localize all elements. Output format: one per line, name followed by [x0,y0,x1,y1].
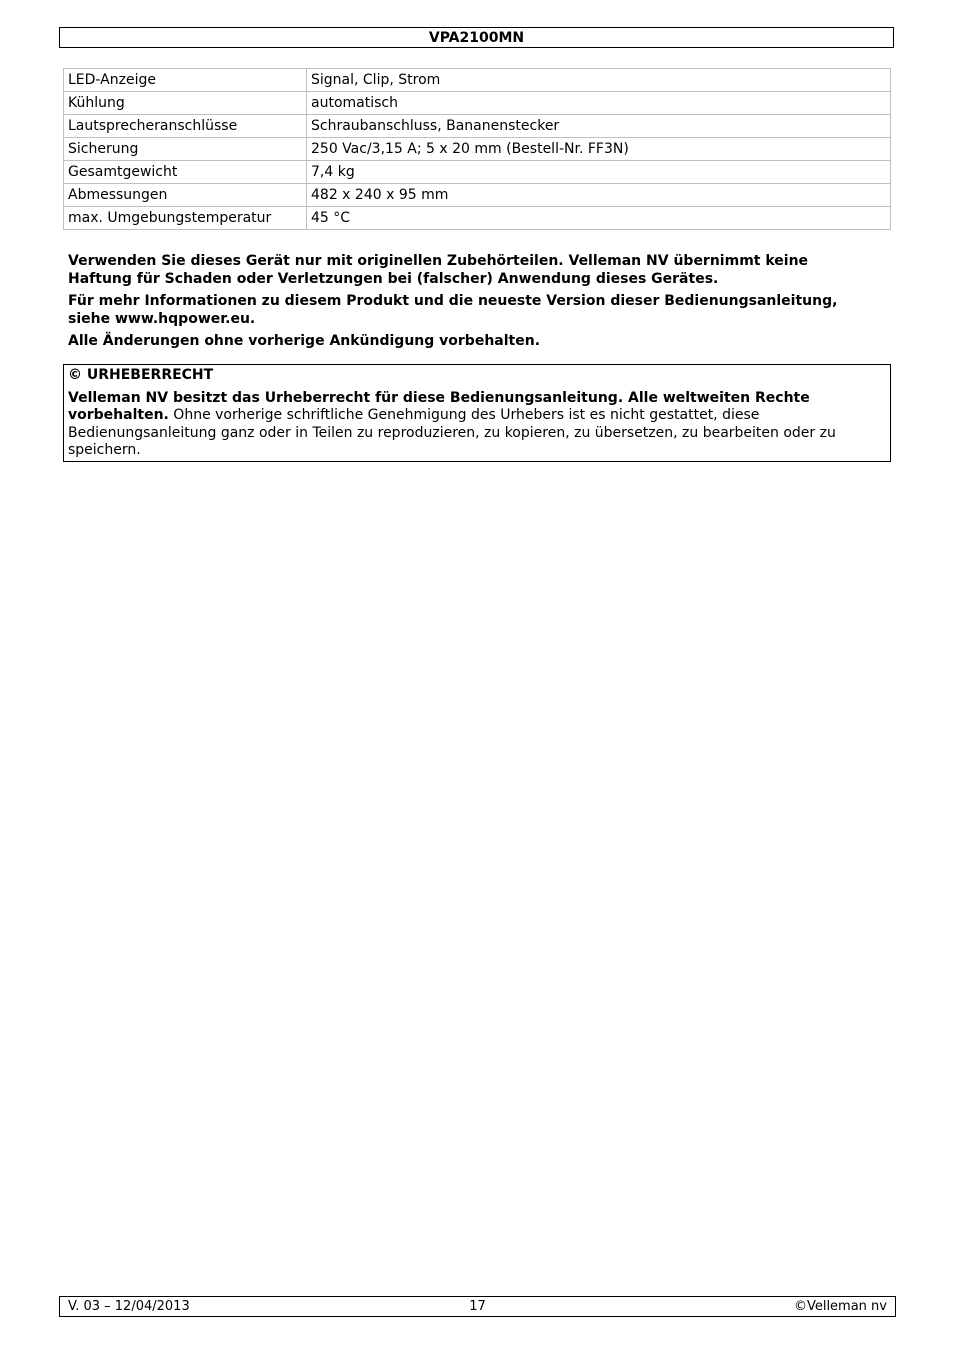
spec-label: Gesamtgewicht [64,161,307,184]
spec-label: Abmessungen [64,184,307,207]
table-row [64,207,891,230]
spec-label: LED-Anzeige [64,69,307,92]
spec-value: Schraubanschluss, Bananenstecker [307,115,891,138]
table-row [64,69,891,92]
spec-label: Lautsprecheranschlüsse [64,115,307,138]
copyright-text: Ohne vorherige schriftliche Genehmigung des Urhebers ist es nicht gestattet, diese Bedienungsanleitung ganz oder in Teilen zu reproduzieren, zu kopieren, zu übersetzen, zu bearbeiten oder zu speichern. [68,407,836,458]
table-row [64,184,891,207]
table-row [64,115,891,138]
page-header [59,27,894,48]
spec-value: automatisch [307,92,891,115]
table-row [64,138,891,161]
spec-value: Signal, Clip, Strom [307,69,891,92]
table-row [64,92,891,115]
spec-value: 45 °C [307,207,891,230]
copyright-body [68,390,886,460]
footer-page-number: 17 [469,1299,486,1314]
copyright-box [63,364,891,462]
copyright-bold-text: Velleman NV besitzt das Urheberrecht für diese Bedienungsanleitung. Alle weltweiten Rechte vorbehalten. [68,389,810,423]
footer-version: V. 03 – 12/04/2013 [68,1299,190,1314]
note-changes: Alle Änderungen ohne vorherige Ankündigung vorbehalten. [68,333,541,349]
table-row [64,161,891,184]
notes-section [68,252,868,354]
spec-label: max. Umgebungstemperatur [64,207,307,230]
spec-value: 7,4 kg [307,161,891,184]
copyright-title: © URHEBERRECHT [68,367,214,383]
spec-value: 250 Vac/3,15 A; 5 x 20 mm (Bestell-Nr. FF3N) [307,138,891,161]
page-footer [59,1296,896,1317]
footer-company: ©Velleman nv [793,1299,887,1314]
spec-label: Sicherung [64,138,307,161]
note-accessories: Verwenden Sie dieses Gerät nur mit originellen Zubehörteilen. Velleman NV übernimmt keine Haftung für Schaden oder Verletzungen bei (falscher) Anwendung dieses Gerätes. [68,253,809,287]
spec-table [63,68,891,230]
note-more-info: Für mehr Informationen zu diesem Produkt und die neueste Version dieser Bedienungsanleitung, siehe www.hqpower.eu. [68,293,838,327]
spec-value: 482 x 240 x 95 mm [307,184,891,207]
model-title: VPA2100MN [428,30,525,46]
spec-label: Kühlung [64,92,307,115]
